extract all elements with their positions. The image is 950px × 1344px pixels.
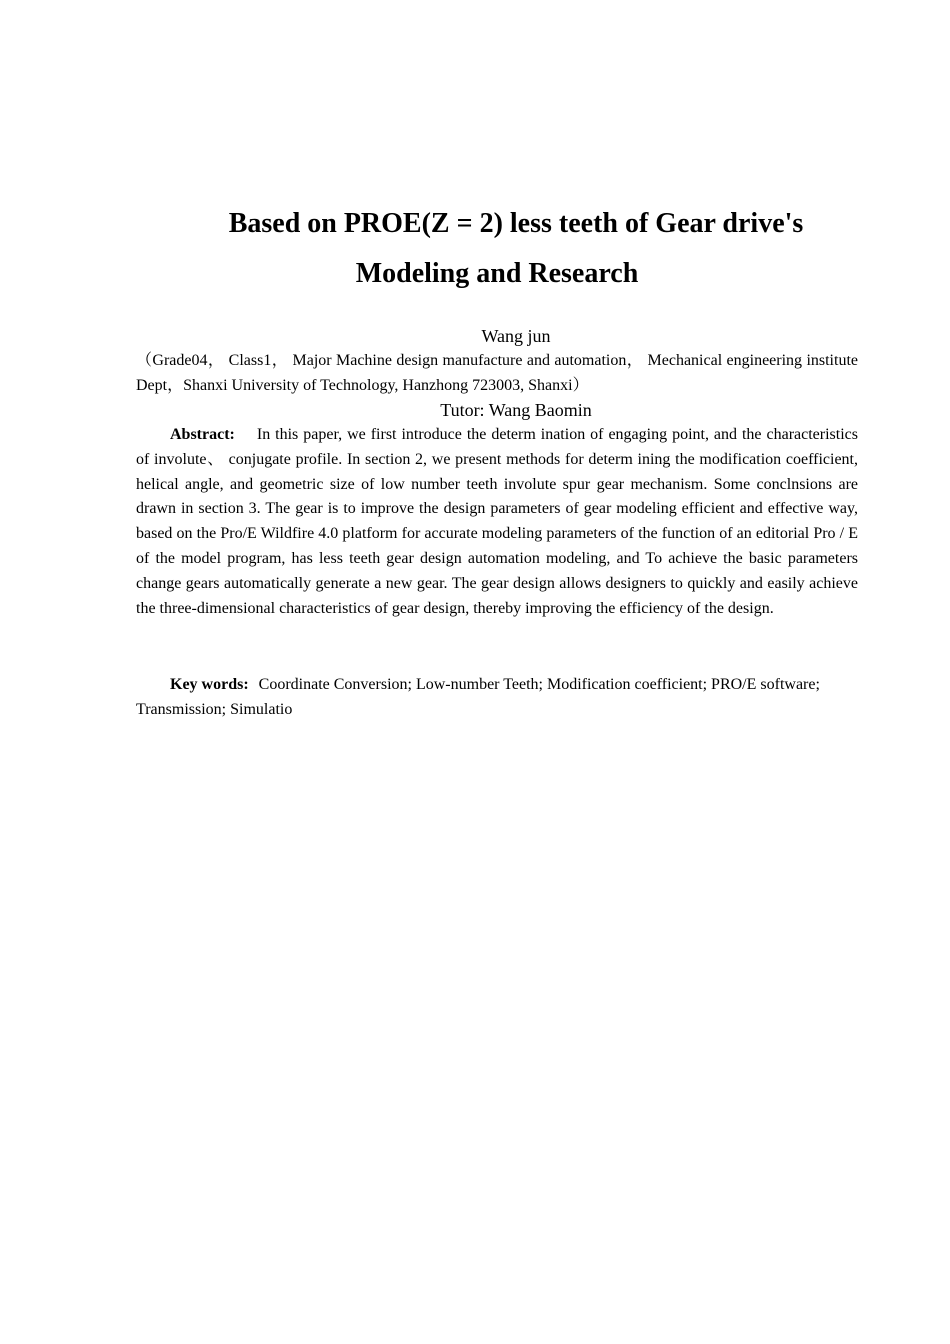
author-name: Wang jun xyxy=(481,326,551,346)
keywords-text: Coordinate Conversion; Low-number Teeth; Modification coefficient; PRO/E software; Transmission; Simulatio xyxy=(136,676,820,718)
abstract-text: In this paper, we first introduce the determ ination of engaging point, and the characteristics of involute、 conjugate profile. In section 2, we present methods for determ ining the modification coefficient, helical angle, and geometric size of low number teeth involute spur gear mechanism. Some conclnsions are drawn in section 3. The gear is to improve the design parameters of gear modeling efficient and effective way, based on the Pro/E Wildfire 4.0 platform for accurate modeling parameters of the function of an editorial Pro / E of the model program, has less teeth gear design automation modeling, and To achieve the basic parameters change gears automatically generate a new gear. The gear design allows designers to quickly and easily achieve the three-dimensional characteristics of gear design, thereby improving the efficiency of the design. xyxy=(136,426,858,617)
author-affiliation: （Grade04， Class1， Major Machine design manufacture and automation， Mechanical engineering institute Dept，Shanxi University of Technology, Hanzhong 723003, Shanxi） xyxy=(136,352,858,394)
paper-title-line-2: Modeling and Research xyxy=(355,258,639,289)
tutor-name: Tutor: Wang Baomin xyxy=(440,400,592,420)
abstract-paragraph xyxy=(136,423,858,621)
paper-title-line-1: Based on PROE(Z = 2) less teeth of Gear drive's xyxy=(228,208,804,239)
keywords-label: Key words: xyxy=(170,676,249,693)
abstract-label: Abstract: xyxy=(170,426,235,443)
keywords-paragraph xyxy=(136,672,858,722)
